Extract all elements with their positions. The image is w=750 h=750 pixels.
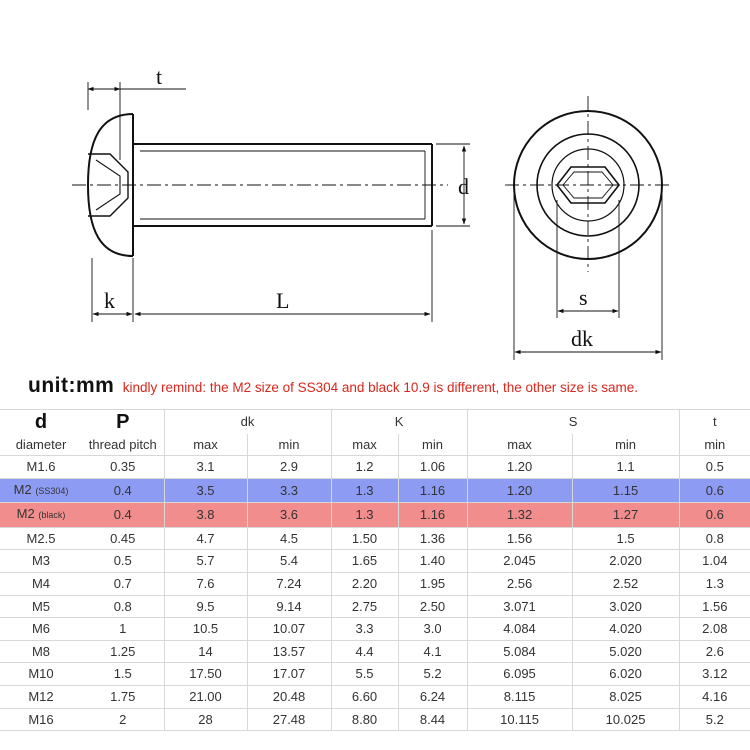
cell-dk-min: 20.48 <box>247 685 331 708</box>
cell-s-min: 4.020 <box>572 618 679 641</box>
diameter-value: M3 <box>31 553 51 569</box>
cell-dk-min: 7.24 <box>247 572 331 595</box>
table-row <box>0 595 750 618</box>
cell-k-max: 4.4 <box>331 640 398 663</box>
cell-pitch: 0.4 <box>82 503 164 528</box>
table-row <box>0 527 750 550</box>
unit-label: unit:mm <box>28 374 115 397</box>
dim-label-t: t <box>156 64 163 89</box>
cell-pitch: 2 <box>82 708 164 731</box>
cell-t-min: 2.08 <box>679 618 750 641</box>
cell-k-min: 5.2 <box>398 663 467 686</box>
cell-dk-min: 3.3 <box>247 478 331 503</box>
cell-k-min: 2.50 <box>398 595 467 618</box>
cell-diameter <box>0 503 82 528</box>
cell-k-min: 1.16 <box>398 478 467 503</box>
cell-dk-max: 5.7 <box>164 550 247 573</box>
cell-pitch: 0.5 <box>82 550 164 573</box>
table-row <box>0 478 750 503</box>
sub-diameter: diameter <box>0 434 82 456</box>
cell-diameter <box>0 550 82 573</box>
header-t: t <box>679 410 750 435</box>
diameter-note: (black) <box>38 510 66 521</box>
spec-table <box>0 409 750 731</box>
remind-text: kindly remind: the M2 size of SS304 and black 10.9 is different, the other size is same. <box>122 380 639 395</box>
table-row <box>0 456 750 479</box>
cell-diameter <box>0 527 82 550</box>
sub-t-min: min <box>679 434 750 456</box>
diameter-value: M6 <box>31 621 51 637</box>
cell-dk-min: 10.07 <box>247 618 331 641</box>
cell-dk-max: 14 <box>164 640 247 663</box>
cell-k-max: 2.75 <box>331 595 398 618</box>
cell-dk-min: 3.6 <box>247 503 331 528</box>
cell-s-max: 1.56 <box>467 527 572 550</box>
cell-t-min: 1.3 <box>679 572 750 595</box>
cell-k-max: 1.50 <box>331 527 398 550</box>
table-row <box>0 685 750 708</box>
cell-s-max: 1.20 <box>467 456 572 479</box>
cell-t-min: 0.8 <box>679 527 750 550</box>
cell-s-min: 1.15 <box>572 478 679 503</box>
cell-k-max: 2.20 <box>331 572 398 595</box>
cell-dk-min: 17.07 <box>247 663 331 686</box>
sub-k-max: max <box>331 434 398 456</box>
diameter-value: M2 <box>13 481 32 497</box>
cell-t-min: 2.6 <box>679 640 750 663</box>
cell-dk-min: 9.14 <box>247 595 331 618</box>
diameter-note: (SS304) <box>35 485 69 496</box>
header-k: K <box>331 410 467 435</box>
sub-s-max: max <box>467 434 572 456</box>
diameter-value: M12 <box>28 688 54 704</box>
cell-pitch: 0.35 <box>82 456 164 479</box>
cell-s-min: 1.1 <box>572 456 679 479</box>
cell-k-min: 1.40 <box>398 550 467 573</box>
cell-dk-min: 2.9 <box>247 456 331 479</box>
table-row <box>0 663 750 686</box>
cell-k-max: 1.2 <box>331 456 398 479</box>
cell-pitch: 1.25 <box>82 640 164 663</box>
cell-dk-max: 7.6 <box>164 572 247 595</box>
cell-s-max: 4.084 <box>467 618 572 641</box>
spec-table-body <box>0 410 750 731</box>
sub-dk-min: min <box>247 434 331 456</box>
cell-diameter <box>0 685 82 708</box>
cell-pitch: 0.7 <box>82 572 164 595</box>
header-row-2 <box>0 434 750 456</box>
cell-k-min: 1.16 <box>398 503 467 528</box>
cell-dk-min: 5.4 <box>247 550 331 573</box>
cell-t-min: 1.56 <box>679 595 750 618</box>
cell-dk-min: 27.48 <box>247 708 331 731</box>
header-s: S <box>467 410 679 435</box>
cell-k-max: 1.65 <box>331 550 398 573</box>
cell-dk-min: 4.5 <box>247 527 331 550</box>
cell-s-max: 10.115 <box>467 708 572 731</box>
table-row <box>0 572 750 595</box>
diameter-value: M2 <box>16 506 35 522</box>
header-dk: dk <box>164 410 331 435</box>
table-row <box>0 550 750 573</box>
diameter-value: M8 <box>31 643 51 659</box>
cell-diameter <box>0 595 82 618</box>
cell-diameter <box>0 640 82 663</box>
cell-s-min: 1.5 <box>572 527 679 550</box>
cell-s-max: 1.20 <box>467 478 572 503</box>
cell-s-min: 2.52 <box>572 572 679 595</box>
cell-pitch: 0.8 <box>82 595 164 618</box>
cell-pitch: 1.5 <box>82 663 164 686</box>
cell-pitch: 0.4 <box>82 478 164 503</box>
cell-t-min: 3.12 <box>679 663 750 686</box>
dim-label-l: L <box>276 288 290 313</box>
screw-drawing-svg <box>0 0 750 372</box>
cell-s-max: 2.56 <box>467 572 572 595</box>
cell-s-min: 2.020 <box>572 550 679 573</box>
cell-diameter <box>0 572 82 595</box>
dim-label-s: s <box>579 285 588 310</box>
cell-k-min: 4.1 <box>398 640 467 663</box>
cell-s-max: 5.084 <box>467 640 572 663</box>
cell-pitch: 1.75 <box>82 685 164 708</box>
cell-dk-max: 3.5 <box>164 478 247 503</box>
cell-t-min: 5.2 <box>679 708 750 731</box>
diameter-value: M5 <box>31 598 51 614</box>
cell-s-max: 1.32 <box>467 503 572 528</box>
cell-s-min: 1.27 <box>572 503 679 528</box>
diameter-value: M10 <box>28 666 54 682</box>
cell-dk-max: 10.5 <box>164 618 247 641</box>
side-view <box>72 82 470 322</box>
diameter-value: M16 <box>28 711 54 727</box>
cell-k-min: 3.0 <box>398 618 467 641</box>
cell-dk-max: 28 <box>164 708 247 731</box>
cell-s-min: 3.020 <box>572 595 679 618</box>
cell-t-min: 0.6 <box>679 503 750 528</box>
cell-k-min: 1.95 <box>398 572 467 595</box>
cell-dk-max: 21.00 <box>164 685 247 708</box>
cell-k-max: 5.5 <box>331 663 398 686</box>
cell-dk-max: 17.50 <box>164 663 247 686</box>
screw-technical-drawing <box>0 0 750 372</box>
cell-dk-max: 3.1 <box>164 456 247 479</box>
sub-dk-max: max <box>164 434 247 456</box>
cell-t-min: 4.16 <box>679 685 750 708</box>
cell-s-max: 2.045 <box>467 550 572 573</box>
cell-s-max: 3.071 <box>467 595 572 618</box>
cell-diameter <box>0 478 82 503</box>
header-row-1 <box>0 410 750 435</box>
header-p: P <box>82 410 164 435</box>
cell-dk-max: 3.8 <box>164 503 247 528</box>
cell-diameter <box>0 663 82 686</box>
cell-diameter <box>0 708 82 731</box>
cell-k-min: 8.44 <box>398 708 467 731</box>
cell-k-max: 6.60 <box>331 685 398 708</box>
cell-k-min: 1.06 <box>398 456 467 479</box>
cell-dk-min: 13.57 <box>247 640 331 663</box>
cell-dk-max: 9.5 <box>164 595 247 618</box>
cell-pitch: 1 <box>82 618 164 641</box>
header-d: d <box>0 410 82 435</box>
sub-k-min: min <box>398 434 467 456</box>
cell-k-max: 1.3 <box>331 503 398 528</box>
dim-label-d: d <box>458 174 469 199</box>
cell-k-max: 8.80 <box>331 708 398 731</box>
cell-t-min: 0.5 <box>679 456 750 479</box>
cell-s-min: 10.025 <box>572 708 679 731</box>
cell-t-min: 0.6 <box>679 478 750 503</box>
diameter-value: M1.6 <box>26 459 56 474</box>
dim-label-k: k <box>104 288 115 313</box>
cell-diameter <box>0 618 82 641</box>
table-row <box>0 708 750 731</box>
cell-s-max: 6.095 <box>467 663 572 686</box>
sub-thread-pitch: thread pitch <box>82 434 164 456</box>
diameter-value: M2.5 <box>26 530 56 546</box>
cell-s-min: 6.020 <box>572 663 679 686</box>
cell-dk-max: 4.7 <box>164 527 247 550</box>
cell-s-max: 8.115 <box>467 685 572 708</box>
cell-s-min: 8.025 <box>572 685 679 708</box>
sub-s-min: min <box>572 434 679 456</box>
cell-k-max: 3.3 <box>331 618 398 641</box>
remind-line <box>28 374 748 402</box>
cell-k-min: 1.36 <box>398 527 467 550</box>
cell-pitch: 0.45 <box>82 527 164 550</box>
table-row <box>0 618 750 641</box>
cell-s-min: 5.020 <box>572 640 679 663</box>
cell-diameter <box>0 456 82 479</box>
dim-label-dk: dk <box>571 326 593 351</box>
end-view <box>505 96 671 360</box>
diameter-value: M4 <box>31 575 51 591</box>
cell-k-max: 1.3 <box>331 478 398 503</box>
table-row <box>0 503 750 528</box>
table-row <box>0 640 750 663</box>
cell-t-min: 1.04 <box>679 550 750 573</box>
cell-k-min: 6.24 <box>398 685 467 708</box>
